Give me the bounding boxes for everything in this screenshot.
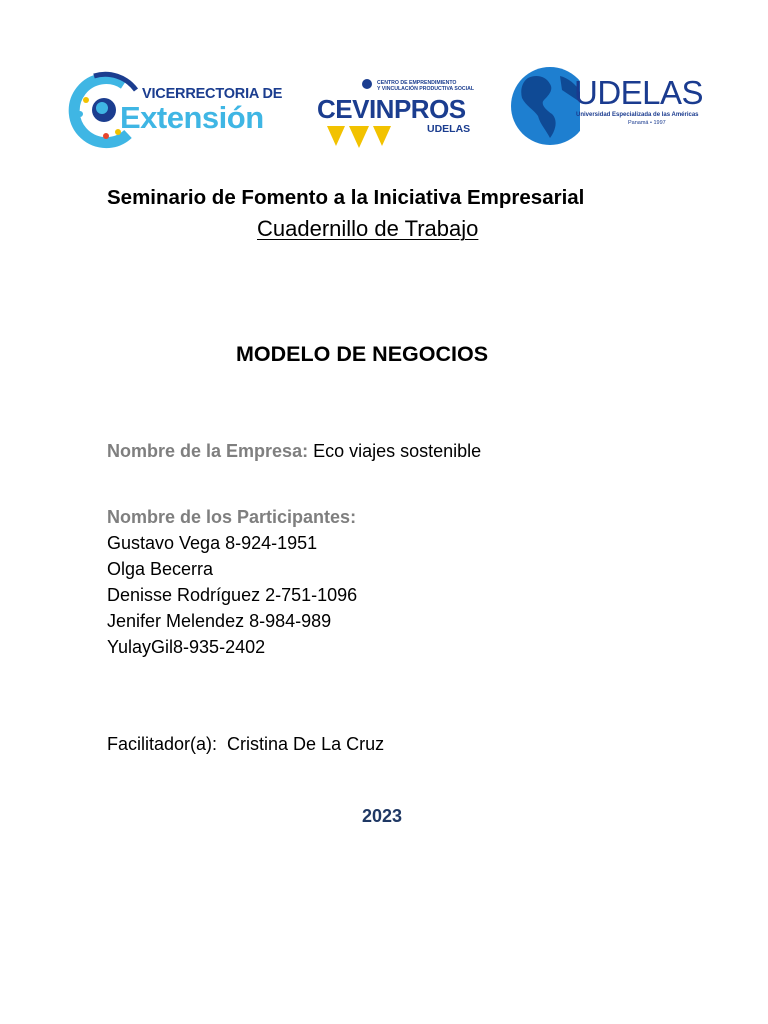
facilitator-line (107, 734, 384, 755)
logo-vicerrectoria-text: VICERRECTORIA DE (142, 86, 283, 102)
year-text: 2023 (362, 806, 403, 826)
participant-item: Denisse Rodríguez 2-751-1096 (107, 585, 358, 605)
udelas-logo (510, 64, 704, 148)
vicerrectoria-extension-logo (66, 70, 281, 150)
participant-item: YulayGil8-935-2402 (107, 637, 266, 657)
participant-item: Gustavo Vega 8-924-1951 (107, 533, 318, 553)
facilitator-name: Cristina De La Cruz (227, 734, 385, 754)
seminar-title: Seminario de Fomento a la Iniciativa Empresarial (107, 186, 585, 209)
logo-udelas-line1: Universidad Especializada de las Américas (576, 112, 699, 118)
logo-cevinpros-text: CEVINPROS (317, 94, 466, 124)
logo-udelas-line2: Panamá • 1997 (628, 120, 666, 126)
logo-cevinpros-small-2: Y VINCULACIÓN PRODUCTIVA SOCIAL (377, 86, 475, 92)
globe-icon (510, 64, 580, 148)
logo-cevinpros-udelas-text: UDELAS (427, 123, 471, 135)
document-subtitle: Cuadernillo de Trabajo (257, 216, 479, 241)
cevinpros-logo (315, 74, 475, 154)
logo-cevinpros-small-1: CENTRO DE EMPRENDIMIENTO (377, 80, 457, 86)
company-name: Eco viajes sostenible (313, 441, 482, 461)
company-line (107, 441, 481, 462)
participant-item: Jenifer Melendez 8-984-989 (107, 611, 332, 631)
logo-extension-text: Extensión (120, 100, 264, 135)
logo-udelas-text: UDELAS (574, 74, 704, 111)
facilitator-label: Facilitador(a): (107, 734, 218, 754)
company-label: Nombre de la Empresa: (107, 441, 309, 461)
participants-label: Nombre de los Participantes: (107, 507, 357, 527)
main-title: MODELO DE NEGOCIOS (236, 342, 489, 366)
participant-item: Olga Becerra (107, 559, 214, 579)
